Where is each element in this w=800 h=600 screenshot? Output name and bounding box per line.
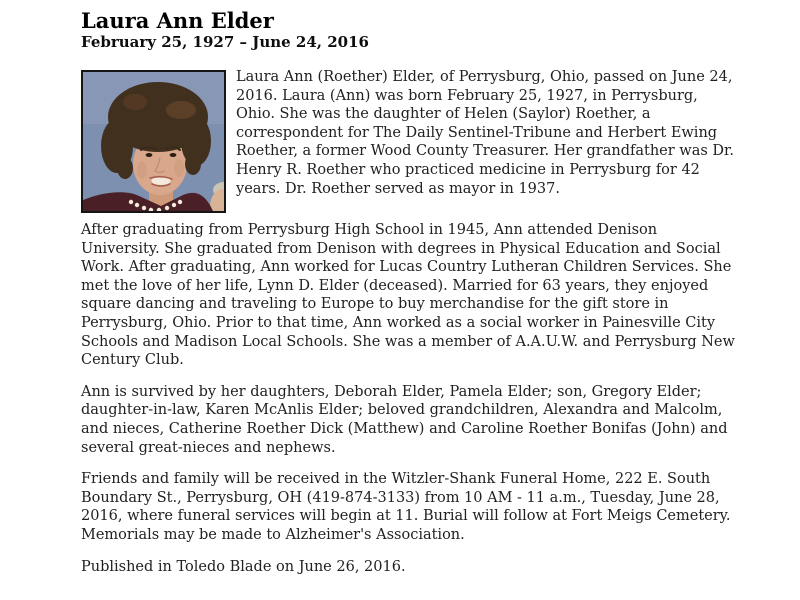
left-eye — [146, 153, 153, 157]
hair-highlight-2 — [123, 94, 147, 110]
obituary-paragraph-4: Friends and family will be received in the Witzler-Shank Funeral Home, 222 E. South Boundary St., Perrysburg, OH (419-874-3133) from 10 AM - 11 a.m., Tuesday, June 28, 2016, where funeral services will begin at 11. Burial will follow at Fort Meigs Cemetery. Memorials may be made to Alzheimer's Association. — [81, 471, 731, 543]
portrait-photo-illustration — [83, 72, 224, 211]
obituary-paragraph-2: After graduating from Perrysburg High School in 1945, Ann attended Denison University. She graduated from Denison with degrees in Physical Education and Social Work. After graduating, Ann worked for Lucas Country Lutheran Children Services. She met the love of her life, Lynn D. Elder (deceased). Married for 63 years, they enjoyed square dancing and traveling to Europe to buy merchandise for the gift store in Perrysburg, Ohio. Prior to that time, Ann worked as a social worker in Painesville City Schools and Madison Local Schools. She was a member of A.A.U.W. and Perrysburg New Century Club. — [81, 222, 735, 369]
obituary-body — [81, 68, 736, 576]
right-eye — [170, 153, 177, 157]
obituary-paragraph-3: Ann is survived by her daughters, Deborah Elder, Pamela Elder; son, Gregory Elder; daughter-in-law, Karen McAnlis Elder; beloved grandchildren, Alexandra and Malcolm, and nieces, Catherine Roether Dick (Matthew) and Caroline Roether Bonifas (John) and several great-nieces and nephews. — [81, 383, 728, 456]
life-dates: February 25, 1927 – June 24, 2016 — [81, 33, 369, 51]
portrait-photo — [81, 70, 226, 213]
published-line: Published in Toledo Blade on June 26, 2016. — [81, 558, 406, 575]
page-title: Laura Ann Elder — [81, 8, 274, 33]
obituary-paragraph-1 — [81, 68, 736, 198]
hair-highlight — [166, 101, 196, 119]
obituary-paragraph-1-text: Laura Ann (Roether) Elder, of Perrysburg, Ohio, passed on June 24, 2016. Laura (Ann) was born February 25, 1927, in Perrysburg, Ohio. She was the daughter of Helen (Saylor) Roether, a correspondent for The Daily Sentinel-Tribune and Herbert Ewing Roether, a former Wood County Treasurer. Her grandfather was Dr. Henry R. Roether who practiced medicine in Perrysburg for 42 years. Dr. Roether served as mayor in 1937. — [236, 69, 734, 197]
